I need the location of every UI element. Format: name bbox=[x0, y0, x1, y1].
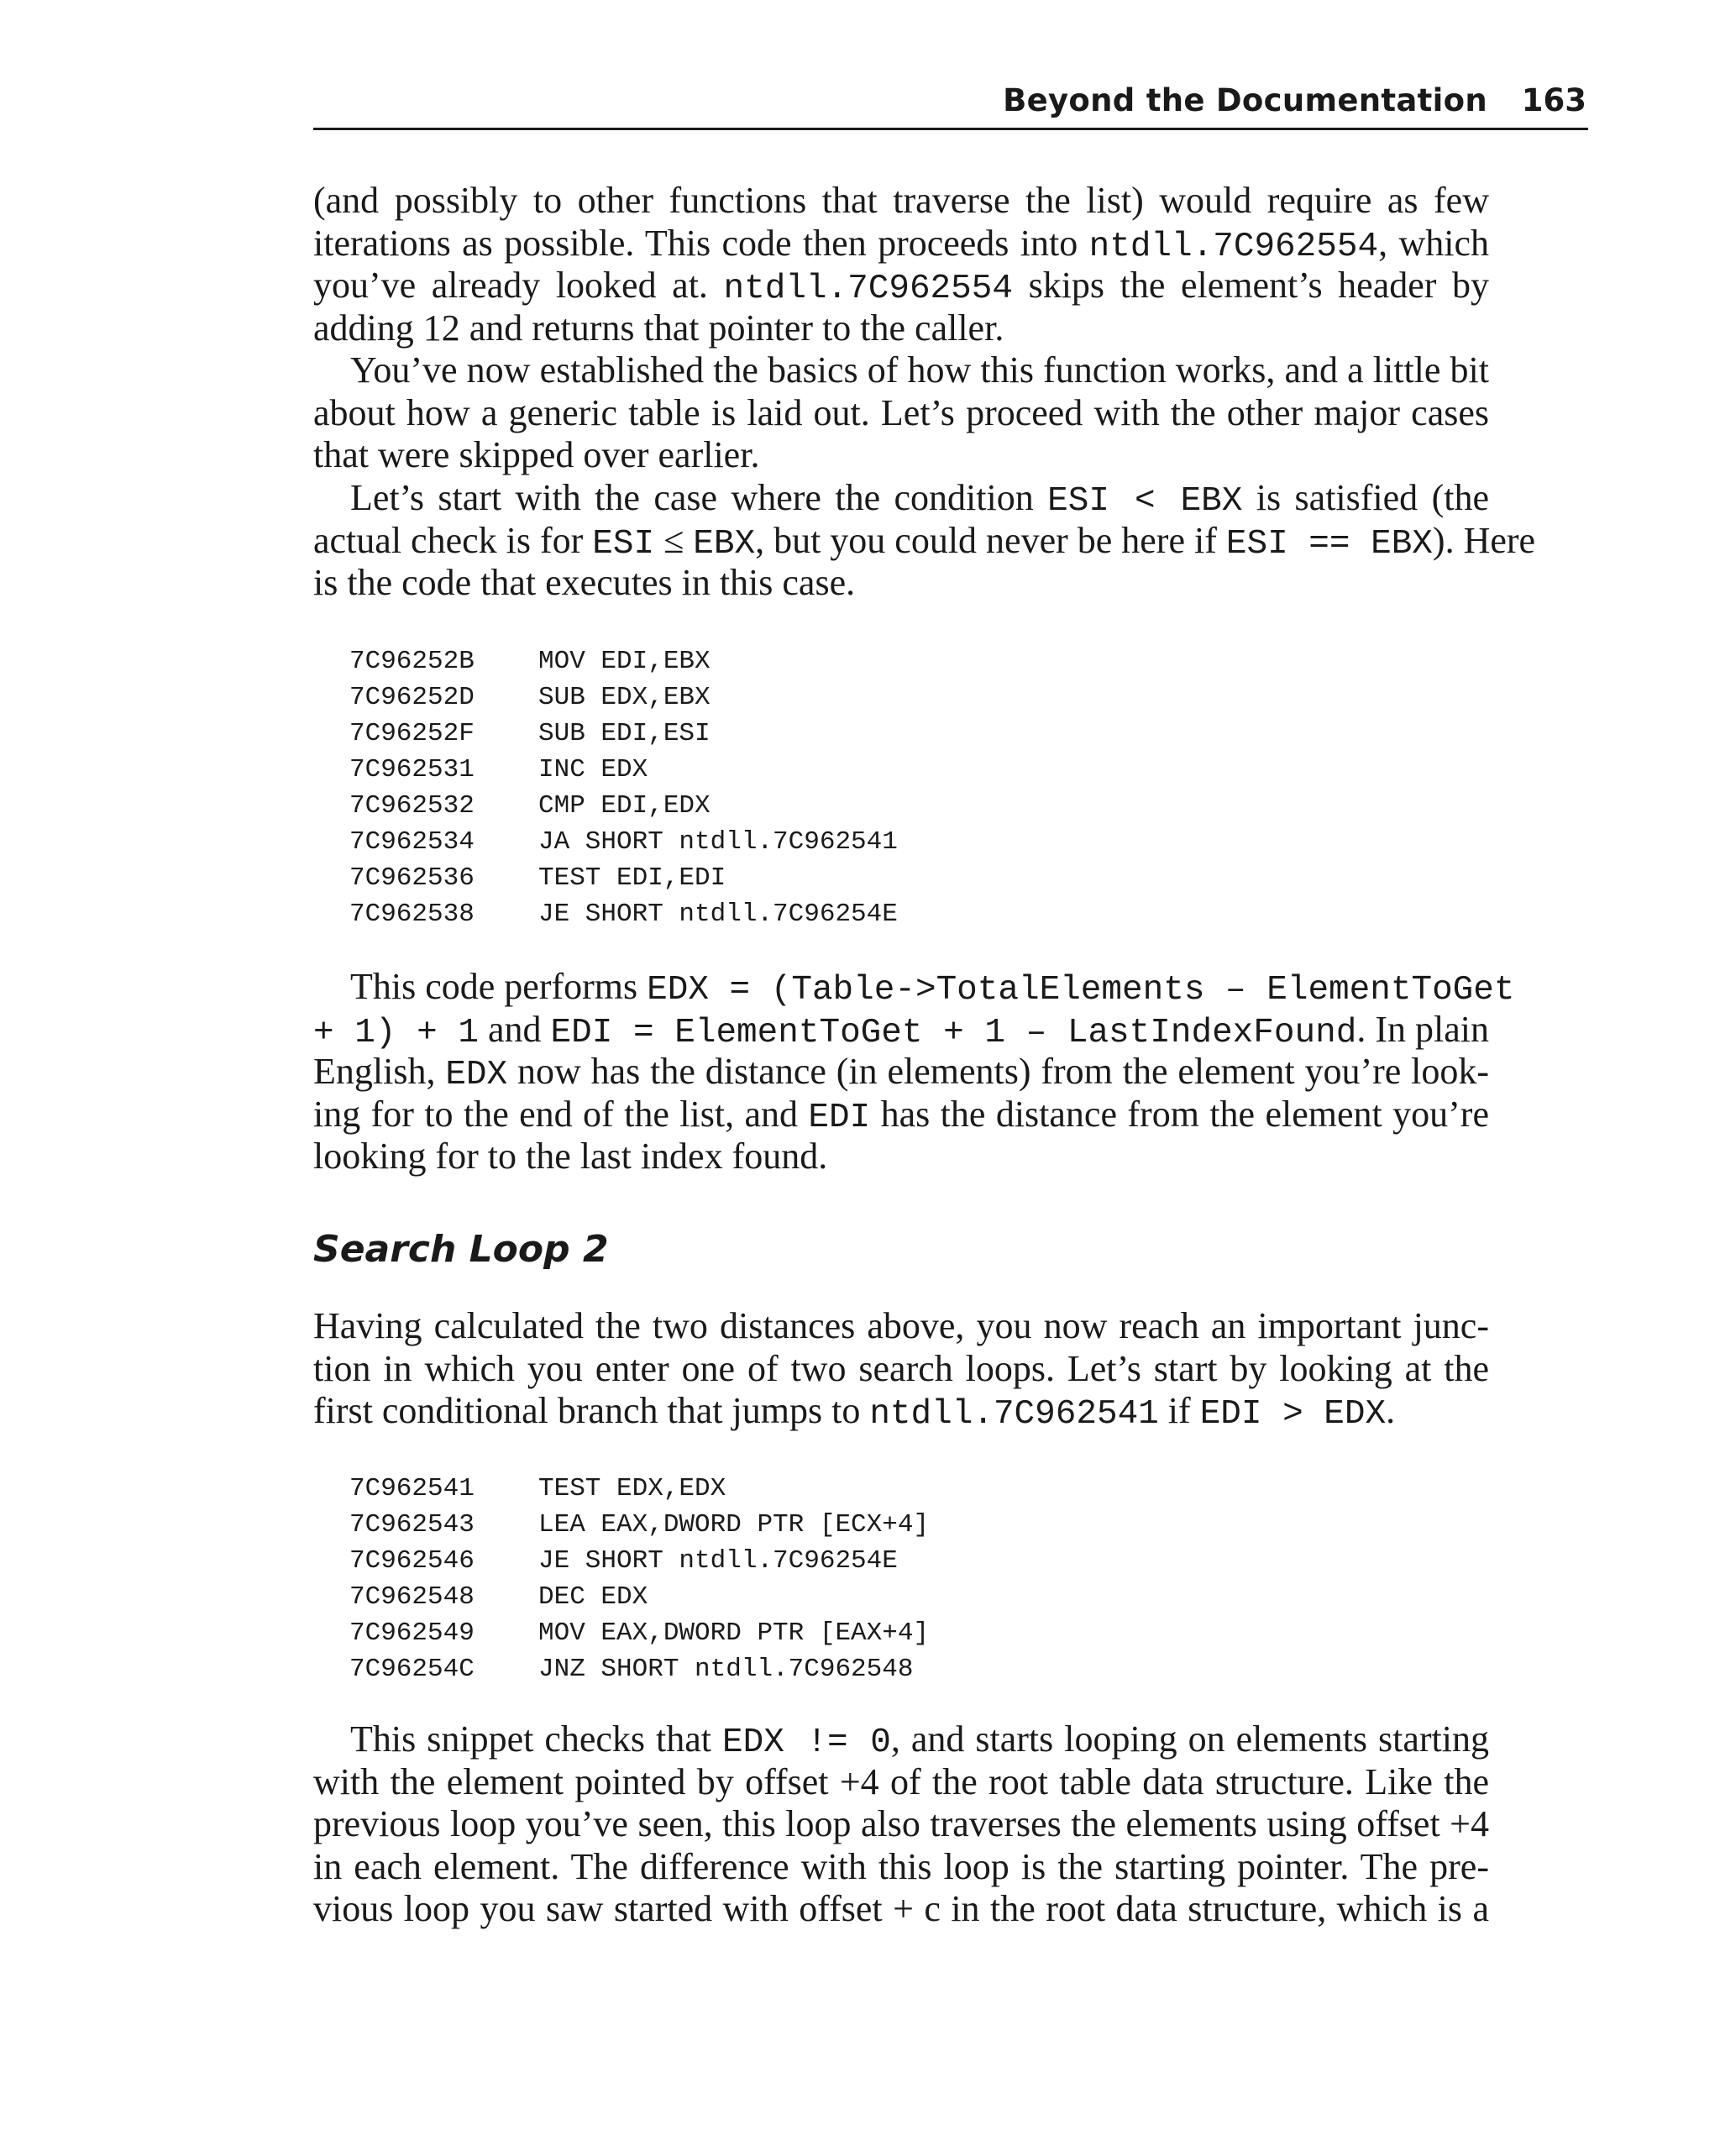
code-line bbox=[349, 1507, 929, 1543]
code-line bbox=[349, 1579, 929, 1615]
code-line bbox=[349, 1651, 929, 1687]
code-line bbox=[349, 716, 898, 752]
text-line: Having calculated the two distances above, you now reach an important junc- bbox=[313, 1305, 1489, 1346]
text-line: iterations as possible. This code then proceeds into ntdll.7C962554, which bbox=[313, 222, 1489, 266]
code-instruction: MOV EAX,DWORD PTR [EAX+4] bbox=[538, 1618, 930, 1648]
code-line bbox=[349, 824, 898, 860]
inline-code: EDX bbox=[445, 1056, 508, 1094]
inline-code: EDX = (Table->TotalElements – ElementToGet bbox=[647, 971, 1515, 1010]
text-line: (and possibly to other functions that traverse the list) would require as few bbox=[313, 180, 1489, 221]
code-line bbox=[349, 643, 898, 679]
code-address: 7C962531 bbox=[349, 755, 475, 784]
running-title: Beyond the Documentation bbox=[1003, 82, 1487, 118]
text-line: previous loop you’ve seen, this loop also traverses the elements using offset +4 bbox=[313, 1803, 1489, 1844]
text-line: Let’s start with the case where the condition ESI < EBX is satisfied (the bbox=[350, 477, 1489, 521]
inline-code: ntdll.7C962554 bbox=[723, 270, 1013, 308]
text-line: actual check is for ESI ≤ EBX, but you could never be here if ESI == EBX). Here bbox=[313, 519, 1536, 564]
text-line: vious loop you saw started with offset + c in the root data structure, which is a bbox=[313, 1888, 1489, 1929]
text-line: with the element pointed by offset +4 of the root table data structure. Like the bbox=[313, 1760, 1489, 1802]
code-listing bbox=[349, 643, 898, 932]
inline-code: EDX != 0 bbox=[722, 1723, 891, 1762]
text-line: This snippet checks that EDX != 0, and starts looping on elements starting bbox=[350, 1718, 1490, 1762]
inline-code: EDI = ElementToGet + 1 – LastIndexFound bbox=[550, 1013, 1357, 1052]
page-number: 163 bbox=[1521, 82, 1586, 118]
code-address: 7C962546 bbox=[349, 1546, 475, 1576]
inline-code: ntdll.7C962541 bbox=[869, 1395, 1159, 1434]
inline-code: ESI < EBX bbox=[1047, 482, 1243, 521]
code-instruction: JE SHORT ntdll.7C96254E bbox=[538, 1546, 898, 1576]
code-line bbox=[349, 679, 898, 716]
code-instruction: TEST EDX,EDX bbox=[538, 1474, 726, 1503]
inline-code: + 1) + 1 bbox=[313, 1013, 479, 1052]
text-line: about how a generic table is laid out. Let’s proceed with the other major cases bbox=[313, 391, 1489, 433]
code-address: 7C96254C bbox=[349, 1655, 475, 1684]
paragraph bbox=[313, 477, 1536, 605]
text-line: in each element. The difference with this loop is the starting pointer. The pre- bbox=[313, 1845, 1489, 1887]
code-instruction: DEC EDX bbox=[538, 1582, 648, 1612]
code-instruction: INC EDX bbox=[538, 755, 648, 784]
code-instruction: MOV EDI,EBX bbox=[538, 647, 711, 676]
text-line: is the code that executes in this case. bbox=[313, 562, 856, 603]
inline-code: ESI == EBX bbox=[1225, 524, 1433, 564]
text-line: ing for to the end of the list, and EDI has the distance from the element you’re bbox=[313, 1093, 1489, 1137]
running-header bbox=[313, 77, 1588, 130]
inline-code: ntdll.7C962554 bbox=[1088, 227, 1379, 266]
text-line: that were skipped over earlier. bbox=[313, 434, 760, 475]
text-line: you’ve already looked at. ntdll.7C962554 skips the element’s header by bbox=[313, 265, 1490, 308]
code-instruction: CMP EDI,EDX bbox=[538, 791, 711, 821]
text-line: You’ve now established the basics of how this function works, and a little bit bbox=[350, 349, 1489, 391]
code-instruction: LEA EAX,DWORD PTR [ECX+4] bbox=[538, 1510, 930, 1540]
code-address: 7C96252B bbox=[349, 647, 475, 676]
code-instruction: SUB EDX,EBX bbox=[538, 683, 711, 712]
code-line bbox=[349, 1615, 929, 1651]
text-line: + 1) + 1 and EDI = ElementToGet + 1 – LastIndexFound. In plain bbox=[313, 1008, 1490, 1052]
code-line bbox=[349, 1471, 929, 1507]
code-address: 7C962532 bbox=[349, 791, 475, 821]
code-instruction: JNZ SHORT ntdll.7C962548 bbox=[538, 1655, 914, 1684]
code-instruction: JA SHORT ntdll.7C962541 bbox=[538, 827, 898, 857]
inline-code: EDI > EDX bbox=[1199, 1395, 1387, 1434]
code-address: 7C962536 bbox=[349, 863, 475, 893]
code-instruction: SUB EDI,ESI bbox=[538, 719, 711, 748]
code-instruction: TEST EDI,EDI bbox=[538, 863, 726, 893]
text-line: This code performs EDX = (Table->TotalElements – ElementToGet bbox=[350, 966, 1515, 1010]
code-address: 7C962543 bbox=[349, 1510, 475, 1540]
paragraph bbox=[313, 966, 1515, 1178]
text-line: tion in which you enter one of two search loops. Let’s start by looking at the bbox=[313, 1347, 1489, 1389]
code-instruction: JE SHORT ntdll.7C96254E bbox=[538, 900, 898, 929]
code-line bbox=[349, 896, 898, 932]
code-address: 7C962548 bbox=[349, 1582, 475, 1612]
text-line: English, EDX now has the distance (in elements) from the element you’re look- bbox=[313, 1051, 1490, 1094]
paragraph bbox=[313, 1718, 1489, 1931]
inline-code: EDI bbox=[808, 1098, 871, 1137]
text-line: first conditional branch that jumps to ntdll.7C962541 if EDI > EDX. bbox=[313, 1390, 1396, 1434]
inline-code: EBX bbox=[693, 524, 756, 564]
text-line: adding 12 and returns that pointer to the caller. bbox=[313, 307, 1004, 349]
paragraph bbox=[313, 349, 1489, 477]
code-address: 7C96252F bbox=[349, 719, 475, 748]
code-address: 7C96252D bbox=[349, 683, 475, 712]
code-address: 7C962534 bbox=[349, 827, 475, 857]
paragraph-continuation bbox=[313, 180, 1489, 349]
code-address: 7C962549 bbox=[349, 1618, 475, 1648]
code-address: 7C962541 bbox=[349, 1474, 475, 1503]
text-line: looking for to the last index found. bbox=[313, 1136, 828, 1177]
inline-code: ESI bbox=[592, 524, 655, 564]
code-address: 7C962538 bbox=[349, 900, 475, 929]
code-line bbox=[349, 752, 898, 788]
code-listing bbox=[349, 1471, 929, 1687]
paragraph bbox=[313, 1305, 1489, 1433]
code-line bbox=[349, 860, 898, 896]
code-line bbox=[349, 788, 898, 824]
code-line bbox=[349, 1543, 929, 1579]
section-heading: Search Loop 2 bbox=[313, 1228, 609, 1271]
